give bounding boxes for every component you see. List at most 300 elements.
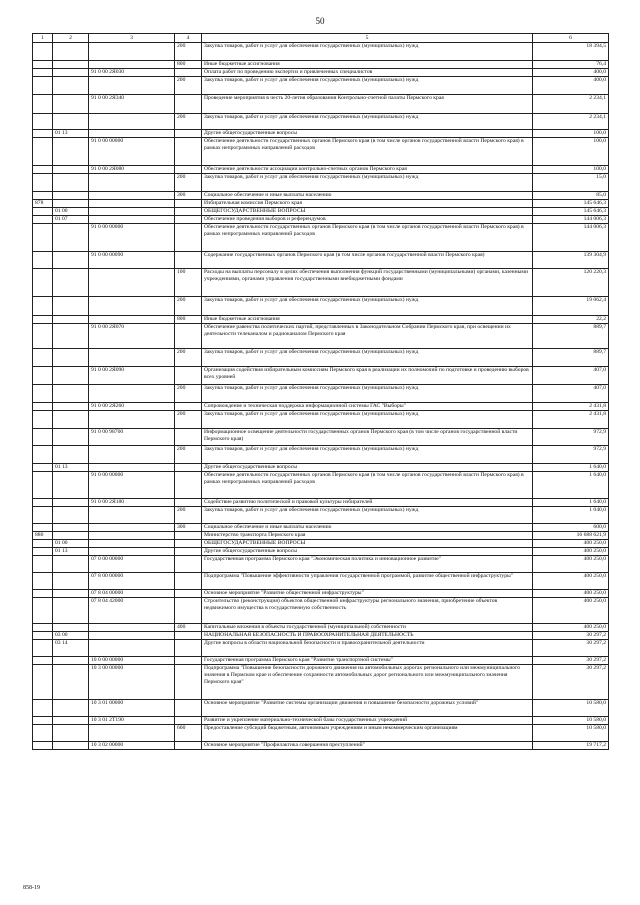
section-code-cell bbox=[53, 524, 89, 532]
table-header-row bbox=[33, 34, 609, 43]
description-cell: Иные бюджетные ассигнования bbox=[202, 61, 533, 69]
description-cell: Социальное обеспечение и иные выплаты населению bbox=[202, 524, 533, 532]
description-cell: НАЦИОНАЛЬНАЯ БЕЗОПАСНОСТЬ И ПРАВООХРАНИТЕЛЬНАЯ ДЕЯТЕЛЬНОСТЬ bbox=[202, 632, 533, 640]
amount-cell: 85,0 bbox=[533, 192, 609, 200]
amount-cell: 30 297,2 bbox=[533, 665, 609, 700]
expense-type-cell bbox=[175, 224, 202, 252]
target-article-cell: 91 0 00 00000 bbox=[89, 224, 175, 252]
table-row bbox=[33, 69, 609, 77]
amount-cell: 400,0 bbox=[533, 69, 609, 77]
description-cell: Основное мероприятие "Развитие общественной инфраструктуры" bbox=[202, 590, 533, 598]
expense-type-cell bbox=[175, 742, 202, 750]
expense-type-cell: 200 bbox=[175, 349, 202, 367]
target-article-cell: 91 0 00 00090 bbox=[89, 252, 175, 269]
expense-type-cell: 100 bbox=[175, 269, 202, 297]
table-row bbox=[33, 77, 609, 95]
table-row bbox=[33, 598, 609, 624]
target-article-cell bbox=[89, 725, 175, 742]
admin-code-cell bbox=[33, 77, 53, 95]
admin-code-cell bbox=[33, 624, 53, 632]
admin-code-cell bbox=[33, 472, 53, 499]
amount-cell: 144 006,3 bbox=[533, 224, 609, 252]
description-cell: Обеспечение деятельности государственных органов Пермского края (в том числе органов государственной власти Пермского края) в рамках непрограммных направлений расходов bbox=[202, 472, 533, 499]
admin-code-cell bbox=[33, 665, 53, 700]
expense-type-cell bbox=[175, 499, 202, 507]
table-row bbox=[33, 742, 609, 750]
description-cell: Другие общегосударственные вопросы bbox=[202, 130, 533, 138]
admin-code-cell bbox=[33, 385, 53, 403]
description-cell: Основное мероприятие "Профилактика совершения преступлений" bbox=[202, 742, 533, 750]
section-code-cell bbox=[53, 556, 89, 573]
section-code-cell bbox=[53, 532, 89, 540]
target-article-cell: 91 0 00 2Я090 bbox=[89, 367, 175, 385]
amount-cell: 30 297,2 bbox=[533, 657, 609, 665]
target-article-cell bbox=[89, 316, 175, 324]
expense-type-cell bbox=[175, 540, 202, 548]
section-code-cell bbox=[53, 665, 89, 700]
table-row bbox=[33, 200, 609, 208]
admin-code-cell bbox=[33, 548, 53, 556]
section-code-cell: 03 00 bbox=[53, 632, 89, 640]
description-cell: Закупка товаров, работ и услуг для обеспечения государственных (муниципальных) нужд bbox=[202, 43, 533, 61]
description-cell: Закупка товаров, работ и услуг для обеспечения государственных (муниципальных) нужд bbox=[202, 349, 533, 367]
amount-cell: 30 297,2 bbox=[533, 640, 609, 657]
admin-code-cell bbox=[33, 742, 53, 750]
expense-type-cell bbox=[175, 717, 202, 725]
table-row bbox=[33, 367, 609, 385]
amount-cell: 1 640,0 bbox=[533, 464, 609, 472]
expense-type-cell bbox=[175, 640, 202, 657]
description-cell: Закупка товаров, работ и услуг для обеспечения государственных (муниципальных) нужд bbox=[202, 77, 533, 95]
section-code-cell: 03 14 bbox=[53, 640, 89, 657]
expense-type-cell bbox=[175, 657, 202, 665]
description-cell: Избирательная комиссия Пермского края bbox=[202, 200, 533, 208]
table-row bbox=[33, 524, 609, 532]
description-cell: Предоставление субсидий бюджетным, автономным учреждениям и иным некоммерческим организациям bbox=[202, 725, 533, 742]
section-code-cell bbox=[53, 446, 89, 464]
table-row bbox=[33, 446, 609, 464]
target-article-cell: 07 8 00 00000 bbox=[89, 573, 175, 590]
section-code-cell bbox=[53, 166, 89, 174]
amount-cell: 19 717,2 bbox=[533, 742, 609, 750]
admin-code-cell bbox=[33, 43, 53, 61]
expense-type-cell bbox=[175, 130, 202, 138]
table-row bbox=[33, 224, 609, 252]
admin-code-cell bbox=[33, 540, 53, 548]
amount-cell: 144 006,3 bbox=[533, 216, 609, 224]
section-code-cell: 01 13 bbox=[53, 130, 89, 138]
admin-code-cell bbox=[33, 464, 53, 472]
admin-code-cell bbox=[33, 573, 53, 590]
target-article-cell: 91 0 00 00000 bbox=[89, 138, 175, 166]
amount-cell: 400 250,0 bbox=[533, 548, 609, 556]
admin-code-cell bbox=[33, 224, 53, 252]
description-cell: Основное мероприятие "Развитие системы организации движения и повышение безопасности дорожных условий" bbox=[202, 700, 533, 717]
admin-code-cell: 880 bbox=[33, 532, 53, 540]
section-code-cell bbox=[53, 174, 89, 192]
target-article-cell bbox=[89, 385, 175, 403]
table-row bbox=[33, 174, 609, 192]
table-row bbox=[33, 548, 609, 556]
target-article-cell: 10 3 01 00000 bbox=[89, 700, 175, 717]
expense-type-cell bbox=[175, 532, 202, 540]
admin-code-cell bbox=[33, 725, 53, 742]
table-row bbox=[33, 464, 609, 472]
description-cell: Содержание государственных органов Пермского края (в том числе органов государственной власти Пермского края) bbox=[202, 252, 533, 269]
admin-code-cell bbox=[33, 114, 53, 130]
amount-cell: 400 250,0 bbox=[533, 598, 609, 624]
amount-cell: 10 580,0 bbox=[533, 725, 609, 742]
description-cell: Подпрограмма "Повышение эффективности управления государственной программой, развитие общественной инфраструктуры" bbox=[202, 573, 533, 590]
expense-type-cell bbox=[175, 138, 202, 166]
amount-cell: 10 580,0 bbox=[533, 717, 609, 725]
description-cell: Обеспечение равенства политических партий, представленных в Законодательном Собрании Пермского края, при освещении их деятельности телеканалом и радиоканалом Пермского края bbox=[202, 324, 533, 349]
expense-type-cell: 300 bbox=[175, 192, 202, 200]
column-header-2: 2 bbox=[53, 34, 89, 43]
admin-code-cell bbox=[33, 269, 53, 297]
footer-code: 858-19 bbox=[23, 885, 40, 891]
expense-type-cell bbox=[175, 700, 202, 717]
expense-type-cell bbox=[175, 573, 202, 590]
expense-type-cell: 200 bbox=[175, 114, 202, 130]
amount-cell: 16 688 621,9 bbox=[533, 532, 609, 540]
section-code-cell bbox=[53, 252, 89, 269]
description-cell: Проведение мероприятия в честь 20-летия образования Контрольно-счетной палаты Пермского края bbox=[202, 95, 533, 114]
expense-type-cell bbox=[175, 464, 202, 472]
section-code-cell bbox=[53, 61, 89, 69]
section-code-cell bbox=[53, 717, 89, 725]
section-code-cell bbox=[53, 297, 89, 316]
admin-code-cell bbox=[33, 524, 53, 532]
expense-type-cell bbox=[175, 429, 202, 446]
amount-cell: 22,2 bbox=[533, 316, 609, 324]
expense-type-cell: 200 bbox=[175, 385, 202, 403]
expense-type-cell: 200 bbox=[175, 77, 202, 95]
amount-cell: 100,0 bbox=[533, 130, 609, 138]
section-code-cell: 01 00 bbox=[53, 540, 89, 548]
description-cell: Закупка товаров, работ и услуг для обеспечения государственных (муниципальных) нужд bbox=[202, 507, 533, 524]
section-code-cell bbox=[53, 269, 89, 297]
column-header-4: 4 bbox=[175, 34, 202, 43]
amount-cell: 400 250,0 bbox=[533, 556, 609, 573]
section-code-cell bbox=[53, 324, 89, 349]
target-article-cell: 10 3 01 2Т190 bbox=[89, 717, 175, 725]
table-row bbox=[33, 324, 609, 349]
expense-type-cell: 400 bbox=[175, 624, 202, 632]
description-cell: Содействие развитию политической и правовой культуры избирателей bbox=[202, 499, 533, 507]
amount-cell: 2 431,8 bbox=[533, 411, 609, 429]
target-article-cell bbox=[89, 507, 175, 524]
admin-code-cell bbox=[33, 632, 53, 640]
target-article-cell bbox=[89, 349, 175, 367]
table-row bbox=[33, 507, 609, 524]
expense-type-cell: 200 bbox=[175, 507, 202, 524]
section-code-cell bbox=[53, 114, 89, 130]
expense-type-cell bbox=[175, 665, 202, 700]
admin-code-cell bbox=[33, 403, 53, 411]
amount-cell: 1 640,0 bbox=[533, 472, 609, 499]
target-article-cell: 10 3 00 00000 bbox=[89, 665, 175, 700]
expense-type-cell: 200 bbox=[175, 43, 202, 61]
table-row bbox=[33, 130, 609, 138]
page-number: 50 bbox=[315, 16, 325, 26]
section-code-cell bbox=[53, 429, 89, 446]
amount-cell: 400 250,0 bbox=[533, 540, 609, 548]
description-cell: ОБЩЕГОСУДАРСТВЕННЫЕ ВОПРОСЫ bbox=[202, 208, 533, 216]
description-cell: Закупка товаров, работ и услуг для обеспечения государственных (муниципальных) нужд bbox=[202, 297, 533, 316]
section-code-cell bbox=[53, 742, 89, 750]
amount-cell: 100,0 bbox=[533, 166, 609, 174]
target-article-cell bbox=[89, 61, 175, 69]
section-code-cell bbox=[53, 43, 89, 61]
table-row bbox=[33, 640, 609, 657]
expense-type-cell bbox=[175, 324, 202, 349]
target-article-cell: 91 0 00 2Я260 bbox=[89, 403, 175, 411]
admin-code-cell bbox=[33, 590, 53, 598]
target-article-cell bbox=[89, 524, 175, 532]
expense-type-cell bbox=[175, 472, 202, 499]
amount-cell: 1 640,0 bbox=[533, 499, 609, 507]
target-article-cell bbox=[89, 632, 175, 640]
expense-type-cell: 600 bbox=[175, 725, 202, 742]
admin-code-cell bbox=[33, 297, 53, 316]
target-article-cell bbox=[89, 540, 175, 548]
target-article-cell bbox=[89, 464, 175, 472]
target-article-cell bbox=[89, 208, 175, 216]
target-article-cell bbox=[89, 114, 175, 130]
section-code-cell bbox=[53, 349, 89, 367]
section-code-cell: 01 00 bbox=[53, 208, 89, 216]
expense-type-cell: 800 bbox=[175, 61, 202, 69]
target-article-cell: 07 8 04 00000 bbox=[89, 590, 175, 598]
target-article-cell bbox=[89, 640, 175, 657]
amount-cell: 972,9 bbox=[533, 446, 609, 464]
column-header-1: 1 bbox=[33, 34, 53, 43]
target-article-cell bbox=[89, 548, 175, 556]
description-cell: Информационное освещение деятельности государственных органов Пермского края (в том числе органов государственной власти Пермского края) bbox=[202, 429, 533, 446]
admin-code-cell bbox=[33, 95, 53, 114]
section-code-cell bbox=[53, 367, 89, 385]
table-row bbox=[33, 208, 609, 216]
section-code-cell bbox=[53, 411, 89, 429]
expense-type-cell bbox=[175, 200, 202, 208]
target-article-cell bbox=[89, 77, 175, 95]
budget-table bbox=[32, 33, 609, 750]
section-code-cell bbox=[53, 316, 89, 324]
amount-cell: 145 646,3 bbox=[533, 208, 609, 216]
table-row bbox=[33, 403, 609, 411]
table-row bbox=[33, 717, 609, 725]
table-row bbox=[33, 192, 609, 200]
table-row bbox=[33, 216, 609, 224]
description-cell: Расходы на выплаты персоналу в целях обеспечения выполнения функций государственными (муниципальными) органами, казенными учреждениями, органами управления государственными внебюджетными фондами bbox=[202, 269, 533, 297]
target-article-cell: 91 0 00 2Я070 bbox=[89, 324, 175, 349]
amount-cell: 145 646,3 bbox=[533, 200, 609, 208]
expense-type-cell bbox=[175, 548, 202, 556]
table-row bbox=[33, 624, 609, 632]
table-row bbox=[33, 573, 609, 590]
admin-code-cell bbox=[33, 324, 53, 349]
description-cell: Другие общегосударственные вопросы bbox=[202, 548, 533, 556]
section-code-cell bbox=[53, 590, 89, 598]
description-cell: Государственная программа Пермского края "Экономическая политика и инновационное развитие" bbox=[202, 556, 533, 573]
target-article-cell: 91 0 00 2Я340 bbox=[89, 95, 175, 114]
description-cell: Обеспечение проведения выборов и референдумов bbox=[202, 216, 533, 224]
target-article-cell bbox=[89, 297, 175, 316]
expense-type-cell bbox=[175, 403, 202, 411]
column-header-6: 6 bbox=[533, 34, 609, 43]
description-cell: Организация содействия избирательным комиссиям Пермского края в реализации их полномочий по подготовке и проведению выборов всех уровней bbox=[202, 367, 533, 385]
description-cell: Капитальные вложения в объекты государственной (муниципальной) собственности bbox=[202, 624, 533, 632]
section-code-cell bbox=[53, 403, 89, 411]
table-row bbox=[33, 657, 609, 665]
amount-cell: 100,0 bbox=[533, 138, 609, 166]
description-cell: Закупка товаров, работ и услуг для обеспечения государственных (муниципальных) нужд bbox=[202, 411, 533, 429]
admin-code-cell bbox=[33, 316, 53, 324]
expense-type-cell bbox=[175, 69, 202, 77]
amount-cell: 400,0 bbox=[533, 77, 609, 95]
section-code-cell: 01 13 bbox=[53, 548, 89, 556]
expense-type-cell bbox=[175, 208, 202, 216]
admin-code-cell bbox=[33, 130, 53, 138]
table-row bbox=[33, 349, 609, 367]
admin-code-cell bbox=[33, 252, 53, 269]
admin-code-cell bbox=[33, 598, 53, 624]
target-article-cell: 91 0 00 2Я080 bbox=[89, 166, 175, 174]
amount-cell: 407,0 bbox=[533, 367, 609, 385]
admin-code-cell bbox=[33, 69, 53, 77]
table-row bbox=[33, 297, 609, 316]
admin-code-cell bbox=[33, 216, 53, 224]
table-row bbox=[33, 43, 609, 61]
admin-code-cell bbox=[33, 507, 53, 524]
column-header-5: 5 bbox=[202, 34, 533, 43]
section-code-cell bbox=[53, 725, 89, 742]
amount-cell: 400 250,0 bbox=[533, 590, 609, 598]
table-row bbox=[33, 114, 609, 130]
section-code-cell bbox=[53, 472, 89, 499]
admin-code-cell bbox=[33, 367, 53, 385]
description-cell: Строительство (реконструкция) объектов общественной инфраструктуры регионального значения, приобретение объектов недвижимого имущества в государственную собственность bbox=[202, 598, 533, 624]
admin-code-cell bbox=[33, 411, 53, 429]
amount-cell: 972,9 bbox=[533, 429, 609, 446]
table-row bbox=[33, 252, 609, 269]
section-code-cell bbox=[53, 95, 89, 114]
amount-cell: 400 250,0 bbox=[533, 624, 609, 632]
amount-cell: 889,7 bbox=[533, 324, 609, 349]
amount-cell: 600,0 bbox=[533, 524, 609, 532]
target-article-cell bbox=[89, 532, 175, 540]
section-code-cell bbox=[53, 657, 89, 665]
expense-type-cell bbox=[175, 632, 202, 640]
admin-code-cell bbox=[33, 499, 53, 507]
description-cell: Другие общегосударственные вопросы bbox=[202, 464, 533, 472]
section-code-cell bbox=[53, 138, 89, 166]
expense-type-cell: 200 bbox=[175, 446, 202, 464]
target-article-cell: 10 0 00 00000 bbox=[89, 657, 175, 665]
description-cell: Закупка товаров, работ и услуг для обеспечения государственных (муниципальных) нужд bbox=[202, 446, 533, 464]
table-row bbox=[33, 269, 609, 297]
section-code-cell bbox=[53, 385, 89, 403]
amount-cell: 76,4 bbox=[533, 61, 609, 69]
expense-type-cell bbox=[175, 590, 202, 598]
amount-cell: 18 394,5 bbox=[533, 43, 609, 61]
admin-code-cell bbox=[33, 192, 53, 200]
table-row bbox=[33, 472, 609, 499]
target-article-cell bbox=[89, 130, 175, 138]
table-row bbox=[33, 632, 609, 640]
table-row bbox=[33, 61, 609, 69]
admin-code-cell bbox=[33, 429, 53, 446]
table-row bbox=[33, 700, 609, 717]
expense-type-cell bbox=[175, 216, 202, 224]
section-code-cell: 01 07 bbox=[53, 216, 89, 224]
description-cell: Государственная программа Пермского края "Развитие транспортной системы" bbox=[202, 657, 533, 665]
amount-cell: 2 431,8 bbox=[533, 403, 609, 411]
expense-type-cell bbox=[175, 95, 202, 114]
expense-type-cell: 800 bbox=[175, 316, 202, 324]
target-article-cell bbox=[89, 200, 175, 208]
section-code-cell bbox=[53, 624, 89, 632]
amount-cell: 120 220,3 bbox=[533, 269, 609, 297]
description-cell: Закупка товаров, работ и услуг для обеспечения государственных (муниципальных) нужд bbox=[202, 174, 533, 192]
description-cell: Иные бюджетные ассигнования bbox=[202, 316, 533, 324]
amount-cell: 400 250,0 bbox=[533, 573, 609, 590]
table-row bbox=[33, 725, 609, 742]
section-code-cell bbox=[53, 700, 89, 717]
amount-cell: 1 040,0 bbox=[533, 507, 609, 524]
amount-cell: 30 297,2 bbox=[533, 632, 609, 640]
target-article-cell: 07 8 04 42000 bbox=[89, 598, 175, 624]
target-article-cell bbox=[89, 411, 175, 429]
table-row bbox=[33, 95, 609, 114]
description-cell: Оплата работ по проведению экспертиз и привлеченных специалистов bbox=[202, 69, 533, 77]
section-code-cell bbox=[53, 200, 89, 208]
description-cell: Обеспечение деятельности государственных органов Пермского края (в том числе органов государственной власти Пермского края) в рамках непрограммных направлений расходов bbox=[202, 224, 533, 252]
amount-cell: 889,7 bbox=[533, 349, 609, 367]
description-cell: Развитие и укрепление материально-технической базы государственных учреждений bbox=[202, 717, 533, 725]
expense-type-cell bbox=[175, 367, 202, 385]
target-article-cell bbox=[89, 624, 175, 632]
section-code-cell bbox=[53, 573, 89, 590]
target-article-cell: 91 0 00 98700 bbox=[89, 429, 175, 446]
target-article-cell bbox=[89, 174, 175, 192]
section-code-cell bbox=[53, 499, 89, 507]
section-code-cell bbox=[53, 192, 89, 200]
table-row bbox=[33, 540, 609, 548]
amount-cell: 2 234,1 bbox=[533, 95, 609, 114]
section-code-cell bbox=[53, 77, 89, 95]
target-article-cell bbox=[89, 43, 175, 61]
amount-cell: 19 062,4 bbox=[533, 297, 609, 316]
admin-code-cell bbox=[33, 717, 53, 725]
description-cell: Сопровождение и техническая поддержка информационной системы ГАС "Выборы" bbox=[202, 403, 533, 411]
description-cell: Обеспечение деятельности ассоциации контрольно-счетных органов Пермского края bbox=[202, 166, 533, 174]
description-cell: Социальное обеспечение и иные выплаты населению bbox=[202, 192, 533, 200]
section-code-cell bbox=[53, 69, 89, 77]
admin-code-cell bbox=[33, 166, 53, 174]
section-code-cell bbox=[53, 598, 89, 624]
admin-code-cell bbox=[33, 640, 53, 657]
target-article-cell: 91 0 00 00000 bbox=[89, 472, 175, 499]
target-article-cell: 91 0 00 2Я180 bbox=[89, 499, 175, 507]
expense-type-cell bbox=[175, 556, 202, 573]
table-row bbox=[33, 411, 609, 429]
table-row bbox=[33, 665, 609, 700]
description-cell: Министерство транспорта Пермского края bbox=[202, 532, 533, 540]
table-row bbox=[33, 429, 609, 446]
description-cell: ОБЩЕГОСУДАРСТВЕННЫЕ ВОПРОСЫ bbox=[202, 540, 533, 548]
